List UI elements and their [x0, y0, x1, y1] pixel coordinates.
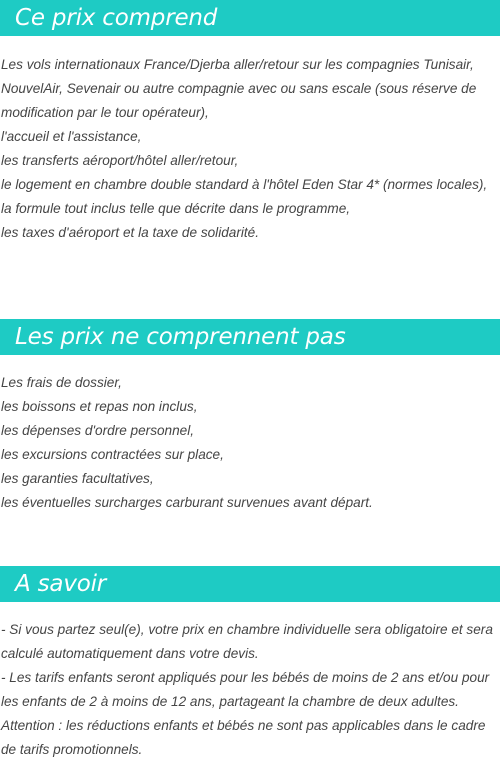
list-item: les excursions contractées sur place, — [1, 447, 224, 462]
included-list — [0, 53, 500, 245]
list-item: les transferts aéroport/hôtel aller/retour, — [1, 153, 239, 168]
list-item: les dépenses d'ordre personnel, — [1, 423, 195, 438]
notes-list — [0, 618, 500, 762]
list-item: les boissons et repas non inclus, — [1, 399, 198, 414]
list-item: les taxes d'aéroport et la taxe de solidarité. — [1, 225, 260, 240]
list-item: - Les tarifs enfants seront appliqués pour les bébés de moins de 2 ans et/ou pour les enfants de 2 à moins de 12 ans, partageant la chambre de deux adultes. — [1, 670, 490, 709]
list-item: Les frais de dossier, — [1, 375, 122, 390]
section-title: Les prix ne comprennent pas — [15, 324, 346, 350]
section-good-to-know — [0, 566, 500, 762]
list-item: Les vols internationaux France/Djerba aller/retour sur les compagnies Tunisair, NouvelAir, Sevenair ou autre compagnie avec ou sans escale (sous réserve de modification par le tour opérateur), — [1, 57, 477, 120]
list-item: le logement en chambre double standard à l'hôtel Eden Star 4* (normes locales), — [1, 177, 488, 192]
section-price-includes — [0, 0, 500, 245]
section-header — [0, 0, 500, 36]
section-header — [0, 319, 500, 355]
section-price-excludes — [0, 319, 500, 515]
list-item: Attention : les réductions enfants et bébés ne sont pas applicables dans le cadre de tarifs promotionnels. — [1, 718, 486, 757]
list-item: les éventuelles surcharges carburant survenues avant départ. — [1, 495, 373, 510]
list-item: les garanties facultatives, — [1, 471, 154, 486]
list-item: l'accueil et l'assistance, — [1, 129, 142, 144]
section-title: A savoir — [15, 571, 107, 597]
list-item: la formule tout inclus telle que décrite dans le programme, — [1, 201, 351, 216]
list-item: - Si vous partez seul(e), votre prix en chambre individuelle sera obligatoire et sera calculé automatiquement dans votre devis. — [1, 622, 493, 661]
excluded-list — [0, 371, 500, 515]
section-header — [0, 566, 500, 602]
section-title: Ce prix comprend — [15, 5, 218, 31]
